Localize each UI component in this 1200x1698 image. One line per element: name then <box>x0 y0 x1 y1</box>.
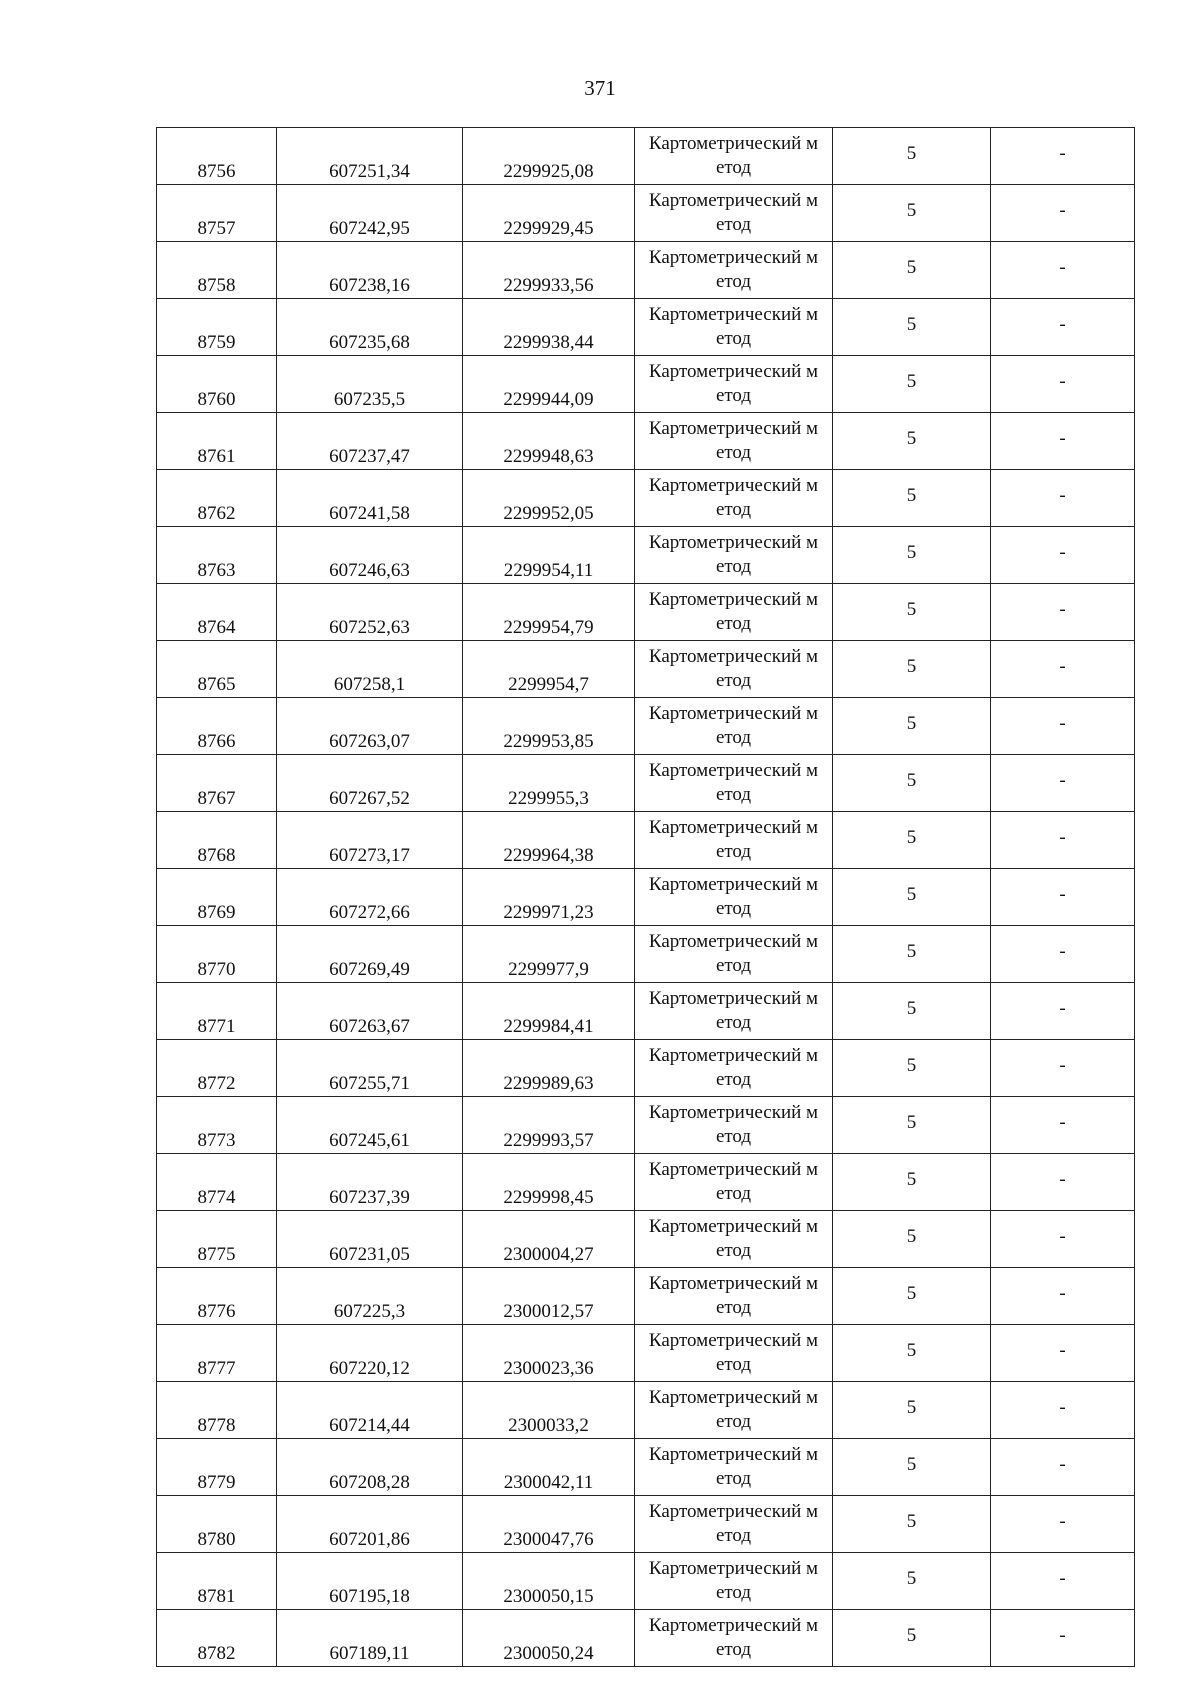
table-row <box>157 1040 1135 1097</box>
table-row <box>157 641 1135 698</box>
point-number-cell: 8762 <box>157 470 277 527</box>
point-number-cell: 8768 <box>157 812 277 869</box>
method-cell <box>635 470 833 527</box>
y-coordinate-cell: 2299954,79 <box>463 584 635 641</box>
method-text: Картометрический метод <box>648 1501 819 1546</box>
method-cell <box>635 128 833 185</box>
accuracy-cell: 5 <box>833 983 991 1040</box>
note-cell: - <box>991 869 1135 926</box>
y-coordinate-cell: 2299948,63 <box>463 413 635 470</box>
method-text: Картометрический метод <box>648 817 819 862</box>
method-cell <box>635 641 833 698</box>
method-text: Картометрический метод <box>648 988 819 1033</box>
table-row <box>157 698 1135 755</box>
point-number-cell: 8782 <box>157 1610 277 1667</box>
note-cell: - <box>991 1097 1135 1154</box>
method-cell <box>635 1439 833 1496</box>
y-coordinate-cell: 2300033,2 <box>463 1382 635 1439</box>
x-coordinate-cell: 607238,16 <box>277 242 463 299</box>
x-coordinate-cell: 607272,66 <box>277 869 463 926</box>
point-number-cell: 8761 <box>157 413 277 470</box>
accuracy-cell: 5 <box>833 1268 991 1325</box>
method-cell <box>635 869 833 926</box>
note-cell: - <box>991 812 1135 869</box>
method-cell <box>635 698 833 755</box>
accuracy-cell: 5 <box>833 1610 991 1667</box>
method-cell <box>635 1268 833 1325</box>
accuracy-cell: 5 <box>833 242 991 299</box>
method-text: Картометрический метод <box>648 1615 819 1660</box>
y-coordinate-cell: 2300047,76 <box>463 1496 635 1553</box>
x-coordinate-cell: 607273,17 <box>277 812 463 869</box>
y-coordinate-cell: 2299925,08 <box>463 128 635 185</box>
method-text: Картометрический метод <box>648 247 819 292</box>
method-text: Картометрический метод <box>648 1558 819 1603</box>
point-number-cell: 8758 <box>157 242 277 299</box>
accuracy-cell: 5 <box>833 527 991 584</box>
note-cell: - <box>991 1211 1135 1268</box>
method-text: Картометрический метод <box>648 1444 819 1489</box>
point-number-cell: 8767 <box>157 755 277 812</box>
table-row <box>157 812 1135 869</box>
x-coordinate-cell: 607241,58 <box>277 470 463 527</box>
accuracy-cell: 5 <box>833 926 991 983</box>
note-cell: - <box>991 1496 1135 1553</box>
point-number-cell: 8778 <box>157 1382 277 1439</box>
y-coordinate-cell: 2300023,36 <box>463 1325 635 1382</box>
x-coordinate-cell: 607255,71 <box>277 1040 463 1097</box>
accuracy-cell: 5 <box>833 1097 991 1154</box>
note-cell: - <box>991 1040 1135 1097</box>
method-cell <box>635 527 833 584</box>
note-cell: - <box>991 983 1135 1040</box>
method-cell <box>635 1382 833 1439</box>
x-coordinate-cell: 607237,39 <box>277 1154 463 1211</box>
method-text: Картометрический метод <box>648 1387 819 1432</box>
accuracy-cell: 5 <box>833 1439 991 1496</box>
note-cell: - <box>991 128 1135 185</box>
x-coordinate-cell: 607263,67 <box>277 983 463 1040</box>
table-row <box>157 755 1135 812</box>
method-text: Картометрический метод <box>648 304 819 349</box>
y-coordinate-cell: 2299993,57 <box>463 1097 635 1154</box>
method-cell <box>635 1040 833 1097</box>
y-coordinate-cell: 2300012,57 <box>463 1268 635 1325</box>
method-text: Картометрический метод <box>648 1159 819 1204</box>
x-coordinate-cell: 607246,63 <box>277 527 463 584</box>
method-text: Картометрический метод <box>648 475 819 520</box>
accuracy-cell: 5 <box>833 299 991 356</box>
method-text: Картометрический метод <box>648 418 819 463</box>
note-cell: - <box>991 755 1135 812</box>
table-row <box>157 1154 1135 1211</box>
table-row <box>157 1097 1135 1154</box>
point-number-cell: 8780 <box>157 1496 277 1553</box>
coordinates-table-body <box>157 128 1135 1667</box>
table-row <box>157 185 1135 242</box>
point-number-cell: 8773 <box>157 1097 277 1154</box>
point-number-cell: 8756 <box>157 128 277 185</box>
table-row <box>157 413 1135 470</box>
method-cell <box>635 1325 833 1382</box>
accuracy-cell: 5 <box>833 1553 991 1610</box>
method-cell <box>635 1610 833 1667</box>
method-text: Картометрический метод <box>648 1273 819 1318</box>
x-coordinate-cell: 607267,52 <box>277 755 463 812</box>
accuracy-cell: 5 <box>833 1325 991 1382</box>
accuracy-cell: 5 <box>833 869 991 926</box>
x-coordinate-cell: 607195,18 <box>277 1553 463 1610</box>
point-number-cell: 8774 <box>157 1154 277 1211</box>
point-number-cell: 8775 <box>157 1211 277 1268</box>
method-text: Картометрический метод <box>648 760 819 805</box>
y-coordinate-cell: 2299955,3 <box>463 755 635 812</box>
x-coordinate-cell: 607258,1 <box>277 641 463 698</box>
table-row <box>157 1610 1135 1667</box>
note-cell: - <box>991 527 1135 584</box>
y-coordinate-cell: 2299954,11 <box>463 527 635 584</box>
x-coordinate-cell: 607235,68 <box>277 299 463 356</box>
note-cell: - <box>991 698 1135 755</box>
table-row <box>157 128 1135 185</box>
y-coordinate-cell: 2300042,11 <box>463 1439 635 1496</box>
method-cell <box>635 755 833 812</box>
x-coordinate-cell: 607208,28 <box>277 1439 463 1496</box>
y-coordinate-cell: 2299971,23 <box>463 869 635 926</box>
note-cell: - <box>991 1610 1135 1667</box>
table-row <box>157 869 1135 926</box>
method-cell <box>635 926 833 983</box>
x-coordinate-cell: 607242,95 <box>277 185 463 242</box>
accuracy-cell: 5 <box>833 1211 991 1268</box>
accuracy-cell: 5 <box>833 356 991 413</box>
note-cell: - <box>991 1268 1135 1325</box>
note-cell: - <box>991 1154 1135 1211</box>
x-coordinate-cell: 607269,49 <box>277 926 463 983</box>
accuracy-cell: 5 <box>833 584 991 641</box>
method-cell <box>635 983 833 1040</box>
note-cell: - <box>991 470 1135 527</box>
x-coordinate-cell: 607231,05 <box>277 1211 463 1268</box>
method-text: Картометрический метод <box>648 931 819 976</box>
x-coordinate-cell: 607263,07 <box>277 698 463 755</box>
note-cell: - <box>991 299 1135 356</box>
table-row <box>157 527 1135 584</box>
x-coordinate-cell: 607251,34 <box>277 128 463 185</box>
y-coordinate-cell: 2299984,41 <box>463 983 635 1040</box>
accuracy-cell: 5 <box>833 755 991 812</box>
y-coordinate-cell: 2299977,9 <box>463 926 635 983</box>
point-number-cell: 8777 <box>157 1325 277 1382</box>
x-coordinate-cell: 607245,61 <box>277 1097 463 1154</box>
note-cell: - <box>991 1439 1135 1496</box>
x-coordinate-cell: 607214,44 <box>277 1382 463 1439</box>
accuracy-cell: 5 <box>833 1382 991 1439</box>
method-text: Картометрический метод <box>648 703 819 748</box>
point-number-cell: 8776 <box>157 1268 277 1325</box>
method-cell <box>635 356 833 413</box>
y-coordinate-cell: 2300050,15 <box>463 1553 635 1610</box>
table-row <box>157 926 1135 983</box>
x-coordinate-cell: 607220,12 <box>277 1325 463 1382</box>
method-cell <box>635 185 833 242</box>
note-cell: - <box>991 242 1135 299</box>
table-row <box>157 356 1135 413</box>
method-cell <box>635 413 833 470</box>
table-row <box>157 584 1135 641</box>
accuracy-cell: 5 <box>833 185 991 242</box>
point-number-cell: 8772 <box>157 1040 277 1097</box>
method-text: Картометрический метод <box>648 1045 819 1090</box>
x-coordinate-cell: 607237,47 <box>277 413 463 470</box>
point-number-cell: 8760 <box>157 356 277 413</box>
note-cell: - <box>991 356 1135 413</box>
accuracy-cell: 5 <box>833 1040 991 1097</box>
x-coordinate-cell: 607201,86 <box>277 1496 463 1553</box>
accuracy-cell: 5 <box>833 413 991 470</box>
x-coordinate-cell: 607235,5 <box>277 356 463 413</box>
method-text: Картометрический метод <box>648 190 819 235</box>
coordinates-table <box>156 127 1135 1667</box>
y-coordinate-cell: 2299954,7 <box>463 641 635 698</box>
method-cell <box>635 242 833 299</box>
method-cell <box>635 584 833 641</box>
table-row <box>157 470 1135 527</box>
table-row <box>157 983 1135 1040</box>
accuracy-cell: 5 <box>833 1154 991 1211</box>
note-cell: - <box>991 413 1135 470</box>
method-text: Картометрический метод <box>648 133 819 178</box>
y-coordinate-cell: 2299929,45 <box>463 185 635 242</box>
method-cell <box>635 299 833 356</box>
table-row <box>157 242 1135 299</box>
y-coordinate-cell: 2299998,45 <box>463 1154 635 1211</box>
y-coordinate-cell: 2299944,09 <box>463 356 635 413</box>
note-cell: - <box>991 1325 1135 1382</box>
y-coordinate-cell: 2299938,44 <box>463 299 635 356</box>
point-number-cell: 8763 <box>157 527 277 584</box>
y-coordinate-cell: 2299953,85 <box>463 698 635 755</box>
table-row <box>157 1325 1135 1382</box>
y-coordinate-cell: 2299952,05 <box>463 470 635 527</box>
point-number-cell: 8765 <box>157 641 277 698</box>
method-text: Картометрический метод <box>648 589 819 634</box>
point-number-cell: 8764 <box>157 584 277 641</box>
method-text: Картометрический метод <box>648 1330 819 1375</box>
method-cell <box>635 1553 833 1610</box>
method-cell <box>635 1154 833 1211</box>
method-text: Картометрический метод <box>648 1102 819 1147</box>
point-number-cell: 8781 <box>157 1553 277 1610</box>
point-number-cell: 8779 <box>157 1439 277 1496</box>
note-cell: - <box>991 185 1135 242</box>
table-row <box>157 1268 1135 1325</box>
method-text: Картометрический метод <box>648 532 819 577</box>
point-number-cell: 8770 <box>157 926 277 983</box>
note-cell: - <box>991 926 1135 983</box>
note-cell: - <box>991 584 1135 641</box>
note-cell: - <box>991 1382 1135 1439</box>
accuracy-cell: 5 <box>833 470 991 527</box>
accuracy-cell: 5 <box>833 641 991 698</box>
table-row <box>157 1496 1135 1553</box>
table-row <box>157 299 1135 356</box>
accuracy-cell: 5 <box>833 698 991 755</box>
y-coordinate-cell: 2299989,63 <box>463 1040 635 1097</box>
point-number-cell: 8771 <box>157 983 277 1040</box>
y-coordinate-cell: 2300050,24 <box>463 1610 635 1667</box>
accuracy-cell: 5 <box>833 128 991 185</box>
point-number-cell: 8766 <box>157 698 277 755</box>
y-coordinate-cell: 2299964,38 <box>463 812 635 869</box>
point-number-cell: 8757 <box>157 185 277 242</box>
method-text: Картометрический метод <box>648 874 819 919</box>
point-number-cell: 8769 <box>157 869 277 926</box>
table-row <box>157 1382 1135 1439</box>
accuracy-cell: 5 <box>833 1496 991 1553</box>
table-row <box>157 1211 1135 1268</box>
method-cell <box>635 1097 833 1154</box>
method-cell <box>635 812 833 869</box>
note-cell: - <box>991 641 1135 698</box>
x-coordinate-cell: 607252,63 <box>277 584 463 641</box>
method-text: Картометрический метод <box>648 646 819 691</box>
y-coordinate-cell: 2299933,56 <box>463 242 635 299</box>
accuracy-cell: 5 <box>833 812 991 869</box>
point-number-cell: 8759 <box>157 299 277 356</box>
x-coordinate-cell: 607225,3 <box>277 1268 463 1325</box>
note-cell: - <box>991 1553 1135 1610</box>
table-row <box>157 1553 1135 1610</box>
x-coordinate-cell: 607189,11 <box>277 1610 463 1667</box>
method-cell <box>635 1496 833 1553</box>
method-text: Картометрический метод <box>648 1216 819 1261</box>
method-text: Картометрический метод <box>648 361 819 406</box>
table-row <box>157 1439 1135 1496</box>
y-coordinate-cell: 2300004,27 <box>463 1211 635 1268</box>
page-number: 371 <box>584 76 616 100</box>
method-cell <box>635 1211 833 1268</box>
